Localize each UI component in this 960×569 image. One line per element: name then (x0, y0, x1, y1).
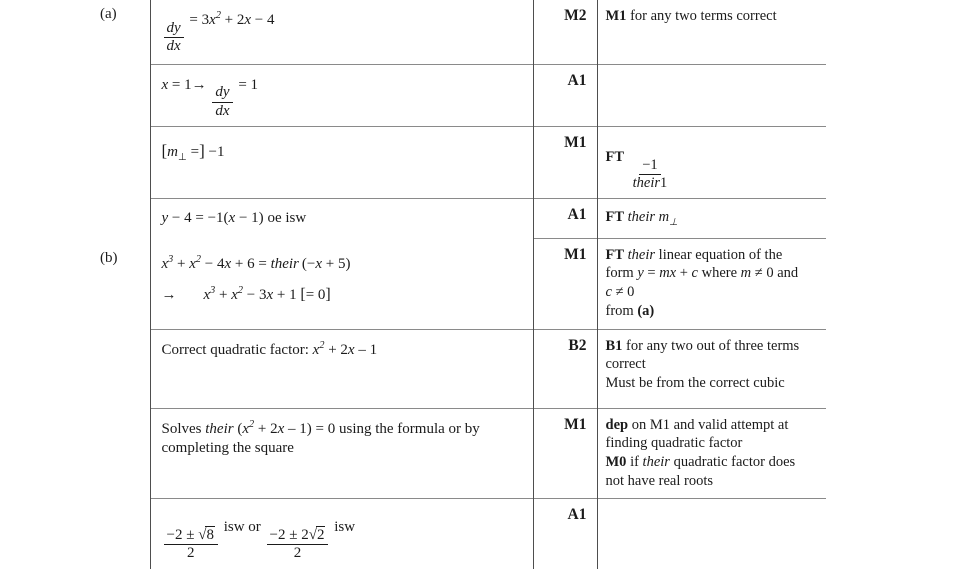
table-row (100, 329, 826, 408)
derivative-fraction: $\frac{dy}{dx}$ (212, 85, 232, 119)
note-line: finding quadratic factor (605, 435, 743, 452)
working-cell (150, 127, 533, 198)
notes-cell (597, 0, 826, 64)
surd-answers (162, 506, 525, 562)
working-cell (150, 0, 533, 64)
note-line: B1 for any two out of three terms (605, 337, 800, 354)
ft-label: FT (605, 208, 625, 225)
table-row (100, 0, 826, 64)
normal-equation: y − 4 = −1(x − 1) oe isw (161, 209, 307, 226)
solves-quadratic-statement: Solves their $(x^2 + 2x - 1) = 0$ using the formula or by completing the square (161, 418, 480, 456)
fraction-numerator: −2 ± 2√2 (267, 528, 329, 545)
note-code: M1 (605, 8, 627, 24)
rearranged-cubic: → $x^3 + x^2 - 3x + 1$ [= 0] (162, 285, 525, 305)
working-cell (150, 238, 533, 329)
isw-text: isw (334, 518, 356, 535)
marks-cell: B2 (533, 329, 597, 408)
notes-cell (597, 498, 826, 568)
marks-cell: M1 (533, 127, 597, 198)
note-line: correct (605, 356, 646, 373)
quadratic-factor-statement: Correct quadratic factor: $x^2 + 2x - 1$ (161, 339, 378, 358)
table-row (100, 498, 826, 568)
part-label-empty (100, 498, 150, 568)
note-line: Must be from the correct cubic (605, 375, 785, 392)
fraction-denominator: 2 (293, 545, 302, 562)
fraction-numerator: −1 (639, 158, 660, 175)
part-label-a: (a) (100, 6, 117, 22)
working-cell (150, 498, 533, 568)
substitution-expression: x = 1→ (161, 76, 207, 93)
marks-cell: A1 (533, 498, 597, 568)
gradient-value: = 1 (238, 76, 259, 93)
note-line: dep on M1 and valid attempt at (605, 416, 789, 433)
ft-fraction (630, 158, 671, 191)
working-cell (150, 408, 533, 498)
isw-or-text: isw or (223, 518, 261, 535)
fraction-denominator: their1 (632, 174, 668, 191)
marks-cell: A1 (533, 64, 597, 127)
marks-cell: M2 (533, 0, 597, 64)
answer-fraction-2surd2 (267, 528, 329, 562)
note-line: c ≠ 0 (605, 284, 635, 301)
part-label-empty (100, 127, 150, 198)
table-row (100, 64, 826, 127)
note-line: FT their linear equation of the (605, 246, 783, 263)
working-cell (150, 329, 533, 408)
note-line: form y = mx + c where m ≠ 0 and (605, 265, 799, 282)
table-row (100, 238, 826, 329)
ft-label: FT (605, 149, 625, 166)
note-line: not have real roots (605, 473, 714, 490)
cubic-equals-linear: $x^3 + x^2 - 4x + 6$ = their (−x + 5) (161, 254, 351, 273)
note-text: for any two terms correct (626, 8, 777, 24)
note-line: M0 if their quadratic factor does (605, 454, 796, 471)
derivative-fraction: $\frac{dy}{dx}$ (164, 21, 184, 55)
notes-cell (597, 127, 826, 198)
part-label-empty (100, 198, 150, 238)
part-label-b: (b) (100, 250, 118, 267)
fraction-numerator: −2 ± √8 (164, 528, 218, 545)
marks-cell: M1 (533, 238, 597, 329)
notes-cell (597, 329, 826, 408)
note-line: from (a) (605, 303, 655, 320)
part-label-empty (100, 64, 150, 127)
perpendicular-gradient-expression: [$m_\perp$ =] −1 (161, 141, 225, 164)
working-cell (150, 64, 533, 127)
marks-cell: A1 (533, 198, 597, 238)
notes-cell (597, 408, 826, 498)
notes-cell (597, 64, 826, 127)
marks-cell: M1 (533, 408, 597, 498)
ft-text: their $m_\perp$ (627, 208, 678, 228)
table-row (100, 408, 826, 498)
notes-cell (597, 198, 826, 238)
notes-cell (597, 238, 826, 329)
answer-fraction-surd8 (164, 528, 218, 562)
table-row (100, 127, 826, 198)
part-label-empty (100, 408, 150, 498)
table-row (100, 198, 826, 238)
working-cell (150, 198, 533, 238)
fraction-denominator: 2 (186, 545, 195, 562)
part-label-empty (100, 329, 150, 408)
derivative-expression: = $3x^2 + 2x - 4$ (189, 10, 275, 28)
mark-scheme-table (100, 0, 826, 569)
implies-arrow-icon: → (161, 287, 177, 304)
